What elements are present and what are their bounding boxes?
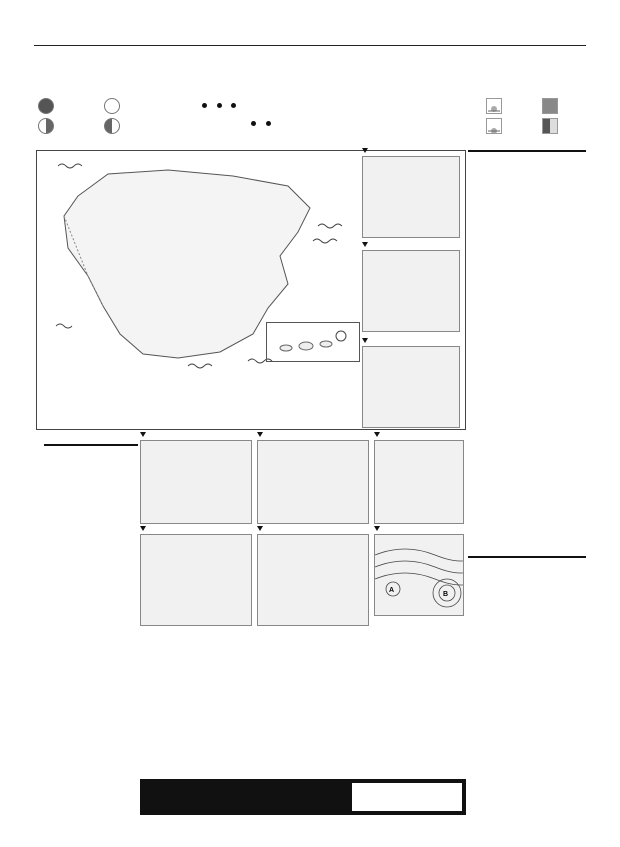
side-map-sabado [362,148,460,238]
europe-map-manana [257,526,369,626]
sunset-icon [486,118,502,134]
weather-legend [40,372,360,432]
mini-map [374,440,464,524]
triangle-icon [140,526,146,531]
mini-map [257,534,369,626]
sunrise-icon [486,98,502,114]
reservoir-chart [288,658,466,758]
mini-map [140,440,252,524]
col-header [543,175,551,181]
new-moon-icon [38,98,54,114]
bullet-icon [217,103,222,108]
svg-text:A: A [389,587,395,595]
forecast-today-legend [196,103,238,109]
mini-map [362,156,460,238]
col-header [528,175,535,181]
forecast-tomorrow-legend [245,121,273,127]
col-header [551,175,558,181]
triangle-icon [374,526,380,531]
col-header [528,575,535,581]
mini-map [140,534,252,626]
madrid-map-sabado [257,432,369,524]
col-header [551,575,558,581]
triangle-icon [257,432,263,437]
moonset-icon [542,118,558,134]
triangle-icon [362,242,368,247]
table-header-row [470,575,584,581]
bullet-icon [266,121,271,126]
col-header [543,575,551,581]
col-header [512,175,520,181]
temperatures-table [470,175,584,181]
side-map-domingo [362,242,460,332]
col-header [520,575,528,581]
bullet-icon [251,121,256,126]
col-header [535,575,543,581]
iberia-ad[interactable] [140,779,466,815]
col-header [535,175,543,181]
madrid-map-viernes [140,432,252,524]
bullet-icon [231,103,236,108]
first-quarter-moon-icon [38,118,54,134]
last-quarter-moon-icon [104,118,120,134]
foreign-box [468,556,586,558]
svg-text:B: B [443,591,449,599]
mini-map [257,440,369,524]
full-moon-icon [104,98,120,114]
moonrise-icon [542,98,558,114]
triangle-icon [362,148,368,153]
table-header-row [470,175,584,181]
isobaras-map [374,526,464,617]
pronosticos-rule [44,444,138,446]
bullet-icon [202,103,207,108]
mini-map [362,250,460,332]
side-map-lunes [362,338,460,428]
mini-map [362,346,460,428]
col-header [512,575,520,581]
header-rule [34,45,586,46]
temperatures-box [468,150,586,152]
isobar-chart [374,534,464,616]
triangle-icon [362,338,368,343]
col-header [520,175,528,181]
triangle-icon [140,432,146,437]
ad-brand-box [352,783,462,811]
triangle-icon [374,432,380,437]
foreign-table [470,575,584,581]
triangle-icon [257,526,263,531]
europe-map-hoy [140,526,252,626]
canarias-inset [266,322,360,362]
madrid-map-domingo [374,432,464,524]
